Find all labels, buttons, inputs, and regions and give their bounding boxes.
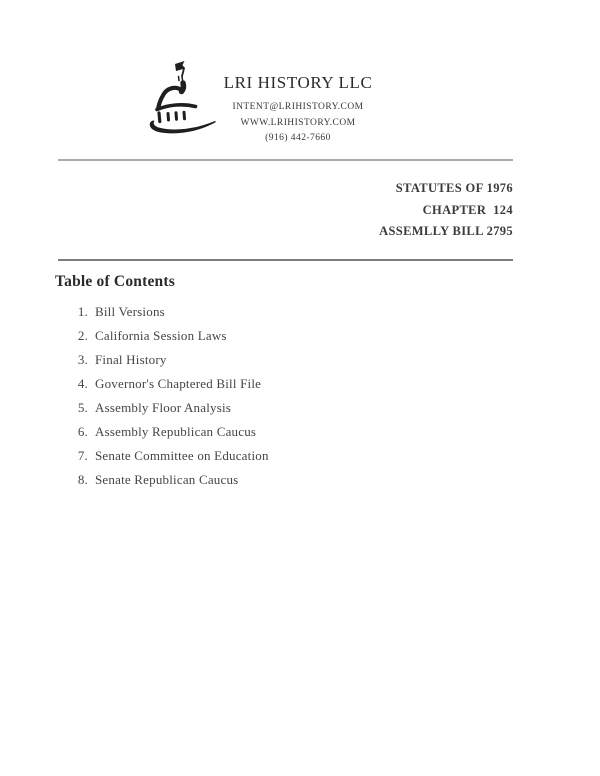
divider-top	[58, 159, 513, 161]
toc-item-label: Governor's Chaptered Bill File	[95, 376, 262, 391]
toc-item	[76, 396, 269, 420]
toc-item-label: Bill Versions	[95, 304, 165, 319]
toc-item-number: 8.	[77, 472, 88, 487]
divider-bottom	[58, 259, 513, 261]
statutes-line: STATUTES OF 1976	[395, 181, 513, 195]
toc-item-label: Assembly Floor Analysis	[95, 400, 232, 415]
toc-item-label: Assembly Republican Caucus	[95, 424, 257, 439]
chapter-line: CHAPTER 124	[422, 202, 513, 217]
bill-reference	[58, 178, 513, 243]
toc-item	[76, 372, 269, 396]
contact-website: WWW.LRIHISTORY.COM	[240, 117, 356, 128]
contact-email: INTENT@LRIHISTORY.COM	[232, 102, 364, 112]
toc-item-label: Senate Republican Caucus	[95, 472, 239, 487]
toc-item	[76, 468, 269, 492]
toc-item-number: 5.	[77, 400, 88, 415]
toc-item-label: California Session Laws	[95, 328, 227, 343]
toc-item-number: 1.	[77, 304, 88, 319]
toc-item	[76, 348, 269, 372]
toc-item	[76, 420, 269, 444]
contact-phone: (916) 442-7660	[265, 133, 331, 143]
toc-item-number: 7.	[77, 448, 88, 463]
toc-item-number: 2.	[77, 328, 88, 343]
toc-item-number: 4.	[77, 376, 88, 391]
toc-item-label: Final History	[95, 352, 167, 367]
assembly-bill-line: ASSEMLLY BILL 2795	[379, 224, 513, 238]
toc-title: Table of Contents	[55, 273, 175, 290]
toc-list	[76, 300, 269, 492]
toc-item	[76, 300, 269, 324]
toc-item-label: Senate Committee on Education	[95, 448, 269, 463]
company-name: LRI HISTORY LLC	[223, 73, 373, 92]
toc-item	[76, 324, 269, 348]
toc-item-number: 3.	[77, 352, 88, 367]
toc-item	[76, 444, 269, 468]
letterhead-contact	[198, 73, 398, 147]
toc-item-number: 6.	[77, 424, 88, 439]
